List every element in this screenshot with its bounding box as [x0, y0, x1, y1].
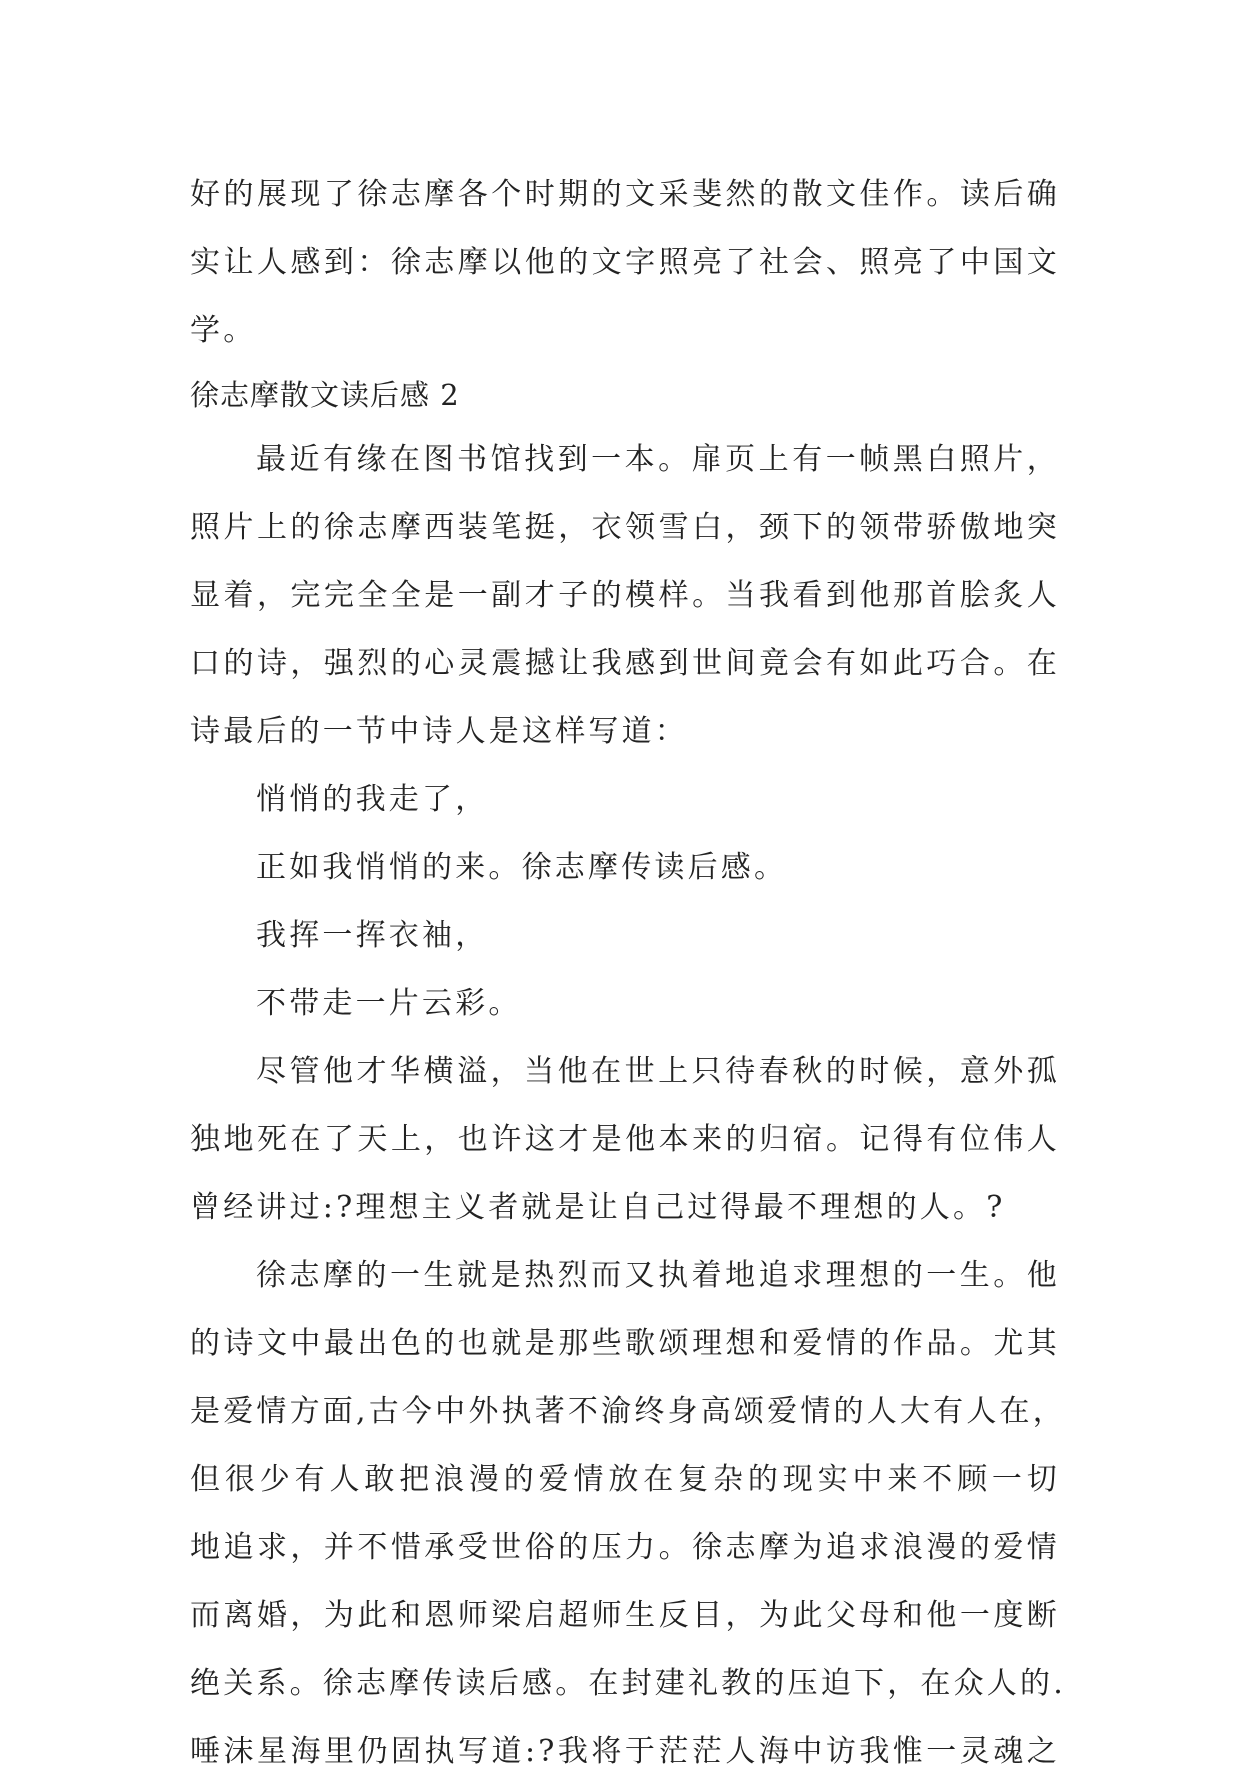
paragraph-line: 口的诗，强烈的心灵震撼让我感到世间竟会有如此巧合。在: [190, 646, 1060, 681]
paragraph-line: 好的展现了徐志摩各个时期的文采斐然的散文佳作。读后确: [190, 177, 1060, 212]
paragraph-line: 学。: [190, 313, 257, 348]
paragraph-line: 是爱情方面,古今中外执著不渝终身高颂爱情的人大有人在，: [190, 1394, 1066, 1429]
poem-line: 不带走一片云彩。: [256, 986, 522, 1021]
paragraph-line: 的诗文中最出色的也就是那些歌颂理想和爱情的作品。尤其: [190, 1326, 1060, 1361]
poem-line: 我挥一挥衣袖，: [256, 918, 489, 953]
paragraph-line: 但很少有人敢把浪漫的爱情放在复杂的现实中来不顾一切: [190, 1462, 1060, 1497]
paragraph-line: 曾经讲过:?理想主义者就是让自己过得最不理想的人。?: [190, 1190, 1006, 1225]
paragraph-line: 绝关系。徐志摩传读后感。在封建礼教的压迫下，在众人的.: [190, 1666, 1066, 1701]
paragraph-line: 而离婚，为此和恩师梁启超师生反目，为此父母和他一度断: [190, 1598, 1060, 1633]
paragraph-line: 徐志摩的一生就是热烈而又执着地追求理想的一生。他: [256, 1258, 1060, 1293]
paragraph-line: 唾沫星海里仍固执写道:?我将于茫茫人海中访我惟一灵魂之: [190, 1734, 1060, 1769]
paragraph-line: 独地死在了天上，也许这才是他本来的归宿。记得有位伟人: [190, 1122, 1060, 1157]
poem-line: 悄悄的我走了，: [256, 782, 489, 817]
document-body: [190, 161, 1066, 1786]
paragraph-line: 最近有缘在图书馆找到一本。扉页上有一帧黑白照片，: [256, 442, 1060, 477]
poem-line: 正如我悄悄的来。徐志摩传读后感。: [256, 850, 788, 885]
paragraph-line: 实让人感到：徐志摩以他的文字照亮了社会、照亮了中国文: [190, 245, 1060, 280]
section-title: 徐志摩散文读后感 2: [190, 378, 460, 412]
paragraph-line: 显着，完完全全是一副才子的模样。当我看到他那首脍炙人: [190, 578, 1060, 613]
paragraph-line: 诗最后的一节中诗人是这样写道：: [190, 714, 688, 749]
paragraph-line: 地追求，并不惜承受世俗的压力。徐志摩为追求浪漫的爱情: [190, 1530, 1060, 1565]
paragraph-line: 尽管他才华横溢，当他在世上只待春秋的时候，意外孤: [256, 1054, 1060, 1089]
paragraph-line: 照片上的徐志摩西装笔挺，衣领雪白，颈下的领带骄傲地突: [190, 510, 1060, 545]
